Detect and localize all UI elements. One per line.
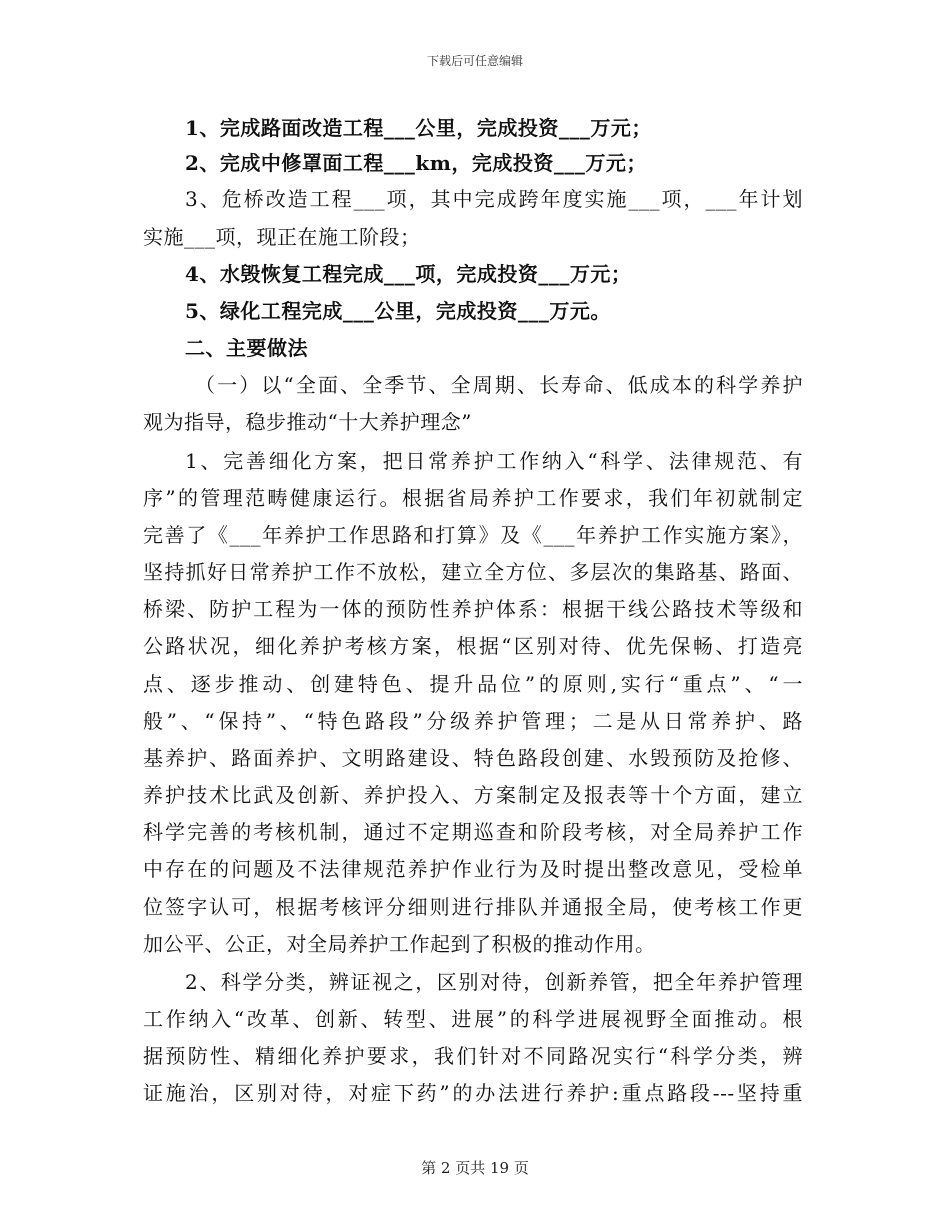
text-line: 工作纳入“改革、创新、转型、进展”的科学进展视野全面推动。根 xyxy=(143,1007,803,1031)
text-line: 1、完成路面改造工程___公里，完成投资___万元； xyxy=(185,116,652,140)
text-line: 3、危桥改造工程___项，其中完成跨年度实施___项，___年计划 xyxy=(185,187,803,211)
text-line: 中存在的问题及不法律规范养护作业行为及时提出整改意见，受检单 xyxy=(143,857,803,881)
text-line: 般”、“保持”、“特色路段”分级养护管理；二是从日常养护、路 xyxy=(143,709,803,733)
text-line: 科学完善的考核机制，通过不定期巡查和阶段考核，对全局养护工作 xyxy=(143,820,803,844)
text-line: 加公平、公正，对全局养护工作起到了积极的推动作用。 xyxy=(143,932,656,956)
text-line: 坚持抓好日常养护工作不放松，建立全方位、多层次的集路基、路面、 xyxy=(143,560,803,584)
page-footer: 第 2 页共 19 页 xyxy=(421,1159,529,1177)
text-line: 观为指导，稳步推动“十大养护理念” xyxy=(143,410,472,434)
page-header: 下载后可任意编辑 xyxy=(426,54,523,68)
text-line: 证施治，区别对待，对症下药”的办法进行养护:重点路段---坚持重 xyxy=(143,1081,803,1105)
text-line: 1、完善细化方案，把日常养护工作纳入“科学、法律规范、有 xyxy=(185,449,803,473)
text-line: 5、绿化工程完成___公里，完成投资___万元。 xyxy=(185,299,611,323)
text-line: 养护技术比武及创新、养护投入、方案制定及报表等十个方面，建立 xyxy=(143,783,803,807)
text-line: 2、完成中修罩面工程___km，完成投资___万元； xyxy=(185,151,647,175)
text-line: 桥梁、防护工程为一体的预防性养护体系：根据干线公路技术等级和 xyxy=(143,597,803,621)
text-line: 4、水毁恢复工程完成___项，完成投资___万元； xyxy=(185,262,632,286)
text-line: 基养护、路面养护、文明路建设、特色路段创建、水毁预防及抢修、 xyxy=(143,746,803,770)
text-line: 公路状况，细化养护考核方案，根据“区别对待、优先保畅、打造亮 xyxy=(143,634,803,658)
text-line: 点、逐步推动、创建特色、提升品位”的原则,实行“重点”、“一 xyxy=(143,672,803,696)
text-line: 据预防性、精细化养护要求，我们针对不同路况实行“科学分类，辨 xyxy=(143,1044,803,1068)
text-line: 实施___项，现正在施工阶段； xyxy=(143,225,421,249)
text-line: 位签字认可，根据考核评分细则进行排队并通报全局，使考核工作更 xyxy=(143,895,803,919)
section-heading: 二、主要做法 xyxy=(185,336,308,360)
text-line: 序”的管理范畴健康运行。根据省局养护工作要求，我们年初就制定 xyxy=(143,486,803,510)
text-line: （一）以“全面、全季节、全周期、长寿命、低成本的科学养护 xyxy=(195,373,803,397)
text-line: 2、科学分类，辨证视之，区别对待，创新养管，把全年养护管理 xyxy=(185,970,803,994)
text-line: 完善了《___年养护工作思路和打算》及《___年养护工作实施方案》， xyxy=(143,523,803,547)
